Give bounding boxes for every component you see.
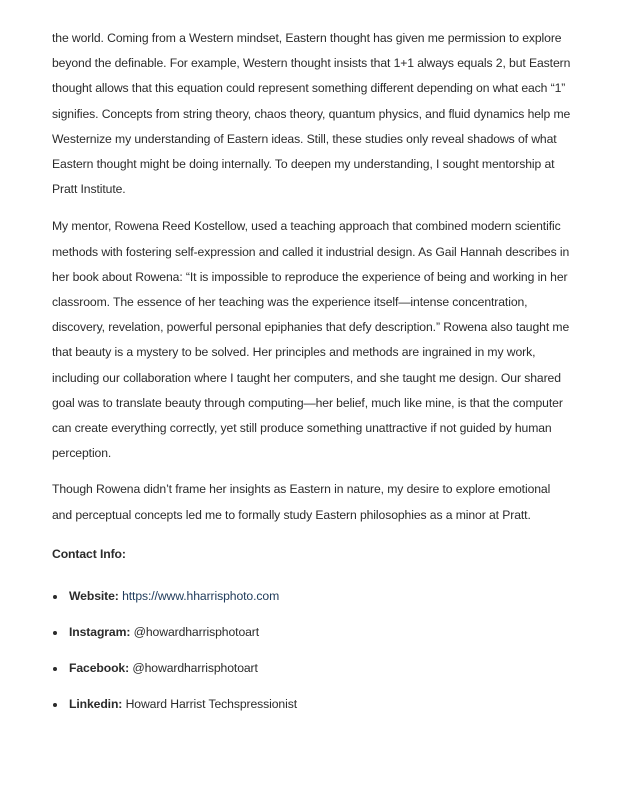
contact-item-instagram: [52, 620, 572, 645]
bullet-icon: [53, 631, 57, 635]
bullet-icon: [53, 595, 57, 599]
contact-info-heading: Contact Info:: [52, 546, 126, 561]
contact-item-linkedin: [52, 692, 572, 717]
bullet-icon: [53, 667, 57, 671]
contact-label: Linkedin:: [69, 696, 123, 711]
contact-item-website: [52, 584, 572, 609]
document-page: [52, 26, 572, 728]
contact-label: Instagram:: [69, 624, 131, 639]
bullet-icon: [53, 703, 57, 707]
contact-value: Howard Harrist Techspressionist: [125, 696, 297, 711]
paragraph-pratt-minor: Though Rowena didn’t frame her insights as Eastern in nature, my desire to explore emotional and perceptual concepts led me to formally study Eastern philosophies as a minor at Pratt.: [52, 482, 551, 522]
contact-label: Facebook:: [69, 660, 130, 675]
contact-label: Website:: [69, 589, 119, 604]
website-link[interactable]: https://www.hharrisphoto.com: [122, 589, 280, 604]
contact-value: @howardharrisphotoart: [132, 660, 258, 675]
paragraph-eastern-thought: the world. Coming from a Western mindset, Eastern thought has given me permission to explore beyond the definable. For example, Western thought insists that 1+1 always equals 2, but Eastern thought allows that this equation could represent something different depending on what each “1” signifies. Concepts from string theory, chaos theory, quantum physics, and fluid dynamics help me Westernize my understanding of Eastern ideas. Still, these studies only reveal shadows of what Eastern thought might be doing internally. To deepen my understanding, I sought mentorship at Pratt Institute.: [52, 31, 571, 197]
paragraph-mentor: My mentor, Rowena Reed Kostellow, used a teaching approach that combined modern scientific methods with fostering self-expression and called it industrial design. As Gail Hannah describes in her book about Rowena: “It is impossible to reproduce the experience of being and working in her classroom. The essence of her teaching was the experience itself—intense concentration, discovery, revelation, powerful personal epiphanies that defy description.” Rowena also taught me that beauty is a mystery to be solved. Her principles and methods are ingrained in my work, including our collaboration where I taught her computers, and she taught me design. Our shared goal was to translate beauty through computing—her belief, much like mine, is that the computer can create everything correctly, yet still produce something unattractive if not guided by human perception.: [52, 219, 570, 461]
contact-list: [52, 584, 572, 717]
contact-item-facebook: [52, 656, 572, 681]
contact-value: @howardharrisphotoart: [133, 624, 260, 639]
